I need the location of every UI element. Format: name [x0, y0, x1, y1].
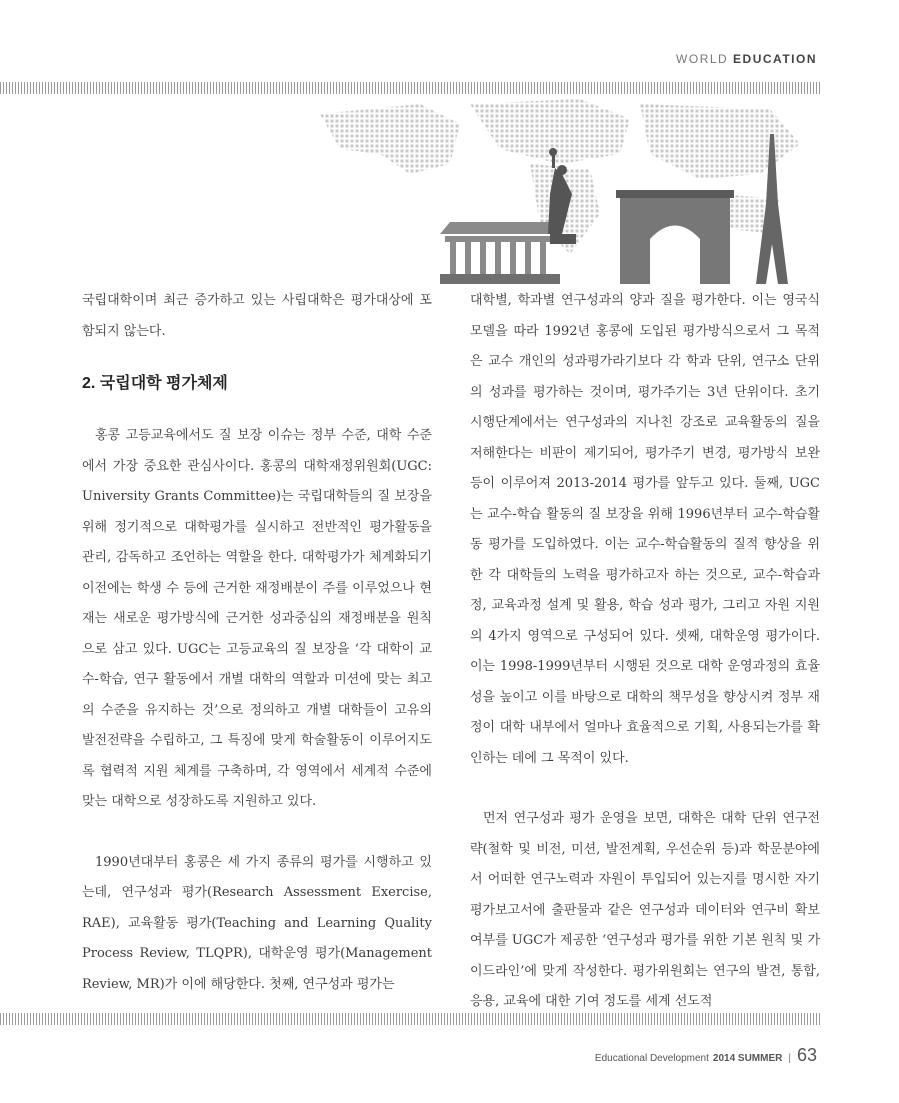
arc-de-triomphe-icon — [616, 190, 734, 284]
issue-label: 2014 SUMMER — [712, 1053, 783, 1064]
left-text-column — [82, 286, 432, 1000]
section-title: 2. 국립대학 평가체제 — [82, 375, 228, 392]
paragraph-rae-operation: 먼저 연구성과 평가 운영을 보면, 대학은 대학 단위 연구전략(철학 및 비전, 미션, 발전계획, 우선순위 등)과 학문분야에서 어떠한 연구노력과 자원이 투입되어 있는지를 명시한 자기평가보고서에 출판물과 같은 연구성과 데이터와 연구비 확보 여부를 UGC가 제공한 ‘연구성과 평가를 위한 기본 원칙 및 가이드라인’에 맞게 작성한다. 평가위원회는 연구의 발견, 통합, 응용, 교육에 대한 기여 정도를 세계 선도적 — [470, 811, 820, 1009]
magazine-section-brand — [676, 52, 817, 66]
page-footer — [595, 1045, 817, 1066]
page-number: 63 — [796, 1045, 817, 1065]
paragraph-ugc-overview: 홍콩 고등교육에서도 질 보장 이슈는 정부 수준, 대학 수준에서 가장 중요한 관심사이다. 홍콩의 대학재정위원회(UGC: University Grants Committee)는 국립대학들의 질 보장을 위해 정기적으로 대학평가를 실시하고 전반적인 평가활동을 관리, 감독하고 조언하는 역할을 한다. 대학평가가 체계화되기 이전에는 학생 수 등에 근거한 재정배분이 주를 이루었으나 현재는 새로운 평가방식에 근거한 성과중심의 재정배분을 원칙으로 삼고 있다. UGC는 고등교육의 질 보장을 ‘각 대학이 교수-학습, 연구 활동에서 개별 대학의 역할과 미션에 맞는 최고의 수준을 유지하는 것’으로 정의하고 개별 대학들이 고유의 발전전략을 수립하고, 그 특징에 맞게 학술활동이 이루어지도록 협력적 지원 체계를 구축하며, 각 영역에서 세계적 수준에 맞는 대학으로 성장하도록 지원하고 있다. — [82, 428, 432, 809]
paragraph-evaluation-types: 1990년대부터 홍콩은 세 가지 종류의 평가를 시행하고 있는데, 연구성과 평가(Research Assessment Exercise, RAE), 교육활동 평가(Teaching and Learning Quality Process Review, TLQPR), 대학운영 평가(Management Review, MR)가 이에 해당한다. 첫째, 연구성과 평가는 — [82, 854, 432, 992]
world-landmarks-illustration — [300, 94, 820, 284]
paragraph-intro-continued: 국립대학이며 최근 증가하고 있는 사립대학은 평가대상에 포함되지 않는다. — [82, 293, 432, 339]
parthenon-icon — [440, 222, 560, 284]
footer-stripe — [0, 1013, 820, 1025]
brand-world: WORLD — [676, 52, 729, 66]
journal-title: Educational Development — [594, 1053, 709, 1064]
paragraph-rae-tlqpr-mr: 대학별, 학과별 연구성과의 양과 질을 평가한다. 이는 영국식 모델을 따라 1992년 홍콩에 도입된 평가방식으로서 그 목적은 교수 개인의 성과평가라기보다 각 학과 단위, 연구소 단위의 성과를 평가하는 것이며, 평가주기는 3년 단위이다. 초기 시행단계에서는 연구성과의 지나친 강조로 교육활동의 질을 저해한다는 비판이 제기되어, 평가주기 변경, 평가방식 보완 등이 이루어져 2013-2014 평가를 앞두고 있다. 둘째, UGC는 교수-학습 활동의 질 보장을 위해 1996년부터 교수-학습활동 평가를 도입하였다. 이는 교수-학습활동의 질적 향상을 위한 각 대학들의 노력을 평가하고자 하는 것으로, 교수-학습과정, 교육과정 설계 및 활용, 학습 성과 평가, 그리고 자원 지원의 4가지 영역으로 구성되어 있다. 셋째, 대학운영 평가이다. 이는 1998-1999년부터 시행된 것으로 대학 운영과정의 효율성을 높이고 이를 바탕으로 대학의 책무성을 향상시켜 정부 재정이 대학 내부에서 얼마나 효율적으로 기획, 사용되는가를 확인하는 데에 그 목적이 있다. — [470, 293, 820, 766]
right-text-column — [470, 286, 820, 1018]
header-stripe — [0, 82, 820, 94]
footer-separator: | — [788, 1053, 791, 1064]
brand-education: EDUCATION — [733, 52, 817, 66]
